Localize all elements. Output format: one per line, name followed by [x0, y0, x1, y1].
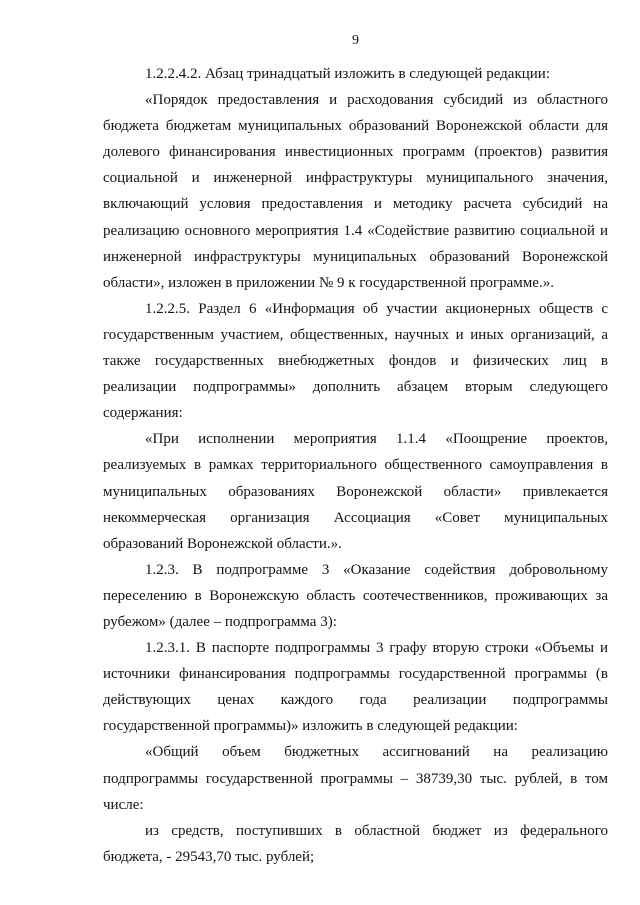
text-line: государственной программы)» изложить в следующей редакции: [103, 718, 518, 735]
text-line: числе: [103, 796, 144, 813]
text-line: долевого финансирования инвестиционных программ (проектов) развития [103, 144, 608, 161]
text-line: некоммерческая организация Ассоциация «Совет муниципальных [103, 509, 608, 526]
paragraph-federal-funds [103, 818, 608, 870]
text-line: образований Воронежской области.». [103, 535, 342, 552]
text-line: также государственных внебюджетных фондов и физических лиц в [103, 353, 608, 370]
paragraph-1-2-3-1 [103, 635, 608, 739]
text-line: 1.2.2.5. Раздел 6 «Информация об участии акционерных обществ с [145, 300, 608, 317]
document-body [103, 61, 608, 870]
text-line: муниципальных образованиях Воронежской области» привлекается [103, 483, 608, 500]
text-line: «При исполнении мероприятия 1.1.4 «Поощрение проектов, [145, 431, 608, 448]
text-line: из средств, поступивших в областной бюджет из федерального [145, 822, 608, 839]
text-line: бюджета, - 29543,70 тыс. рублей; [103, 848, 315, 865]
text-line: бюджета бюджетам муниципальных образований Воронежской области для [103, 118, 608, 135]
paragraph-quoted-total-volume [103, 739, 608, 817]
text-line: «Общий объем бюджетных ассигнований на реализацию [145, 744, 608, 761]
paragraph-1-2-2-4-2 [103, 61, 608, 87]
text-line: переселению в Воронежскую область соотечественников, проживающих за [103, 587, 608, 604]
text-line: рубежом» (далее – подпрограмма 3): [103, 613, 337, 630]
text-line: реализации подпрограммы» дополнить абзацем вторым следующего [103, 379, 608, 396]
text-line: подпрограммы государственной программы – 38739,30 тыс. рублей, в том [103, 770, 608, 787]
text-line: включающий условия предоставления и методику расчета субсидий на [103, 196, 608, 213]
text-line: реализуемых в рамках территориального общественного самоуправления в [103, 457, 608, 474]
text-line: инженерной инфраструктуры муниципальных образований Воронежской [103, 248, 608, 265]
paragraph-1-2-3 [103, 557, 608, 635]
text-line: действующих ценах каждого года реализации подпрограммы [103, 692, 608, 709]
text-line: государственным участием, общественных, научных и иных организаций, а [103, 326, 608, 343]
paragraph-quoted-measure [103, 426, 608, 556]
text-line: источники финансирования подпрограммы государственной программы (в [103, 666, 608, 683]
text-line: «Порядок предоставления и расходования субсидий из областного [145, 92, 608, 109]
text-line: 1.2.3.1. В паспорте подпрограммы 3 графу вторую строки «Объемы и [145, 640, 608, 657]
paragraph-1-2-2-5 [103, 296, 608, 426]
text-line: области», изложен в приложении № 9 к государственной программе.». [103, 274, 554, 291]
paragraph-quoted-procedure [103, 87, 608, 296]
page-number: 9 [352, 33, 359, 48]
text-line: 1.2.3. В подпрограмме 3 «Оказание содействия добровольному [145, 561, 608, 578]
text-line: 1.2.2.4.2. Абзац тринадцатый изложить в следующей редакции: [145, 66, 550, 82]
text-line: содержания: [103, 405, 183, 422]
text-line: социальной и инженерной инфраструктуры муниципального значения, [103, 170, 608, 187]
text-line: реализацию основного мероприятия 1.4 «Содействие развитию социальной и [103, 222, 608, 239]
